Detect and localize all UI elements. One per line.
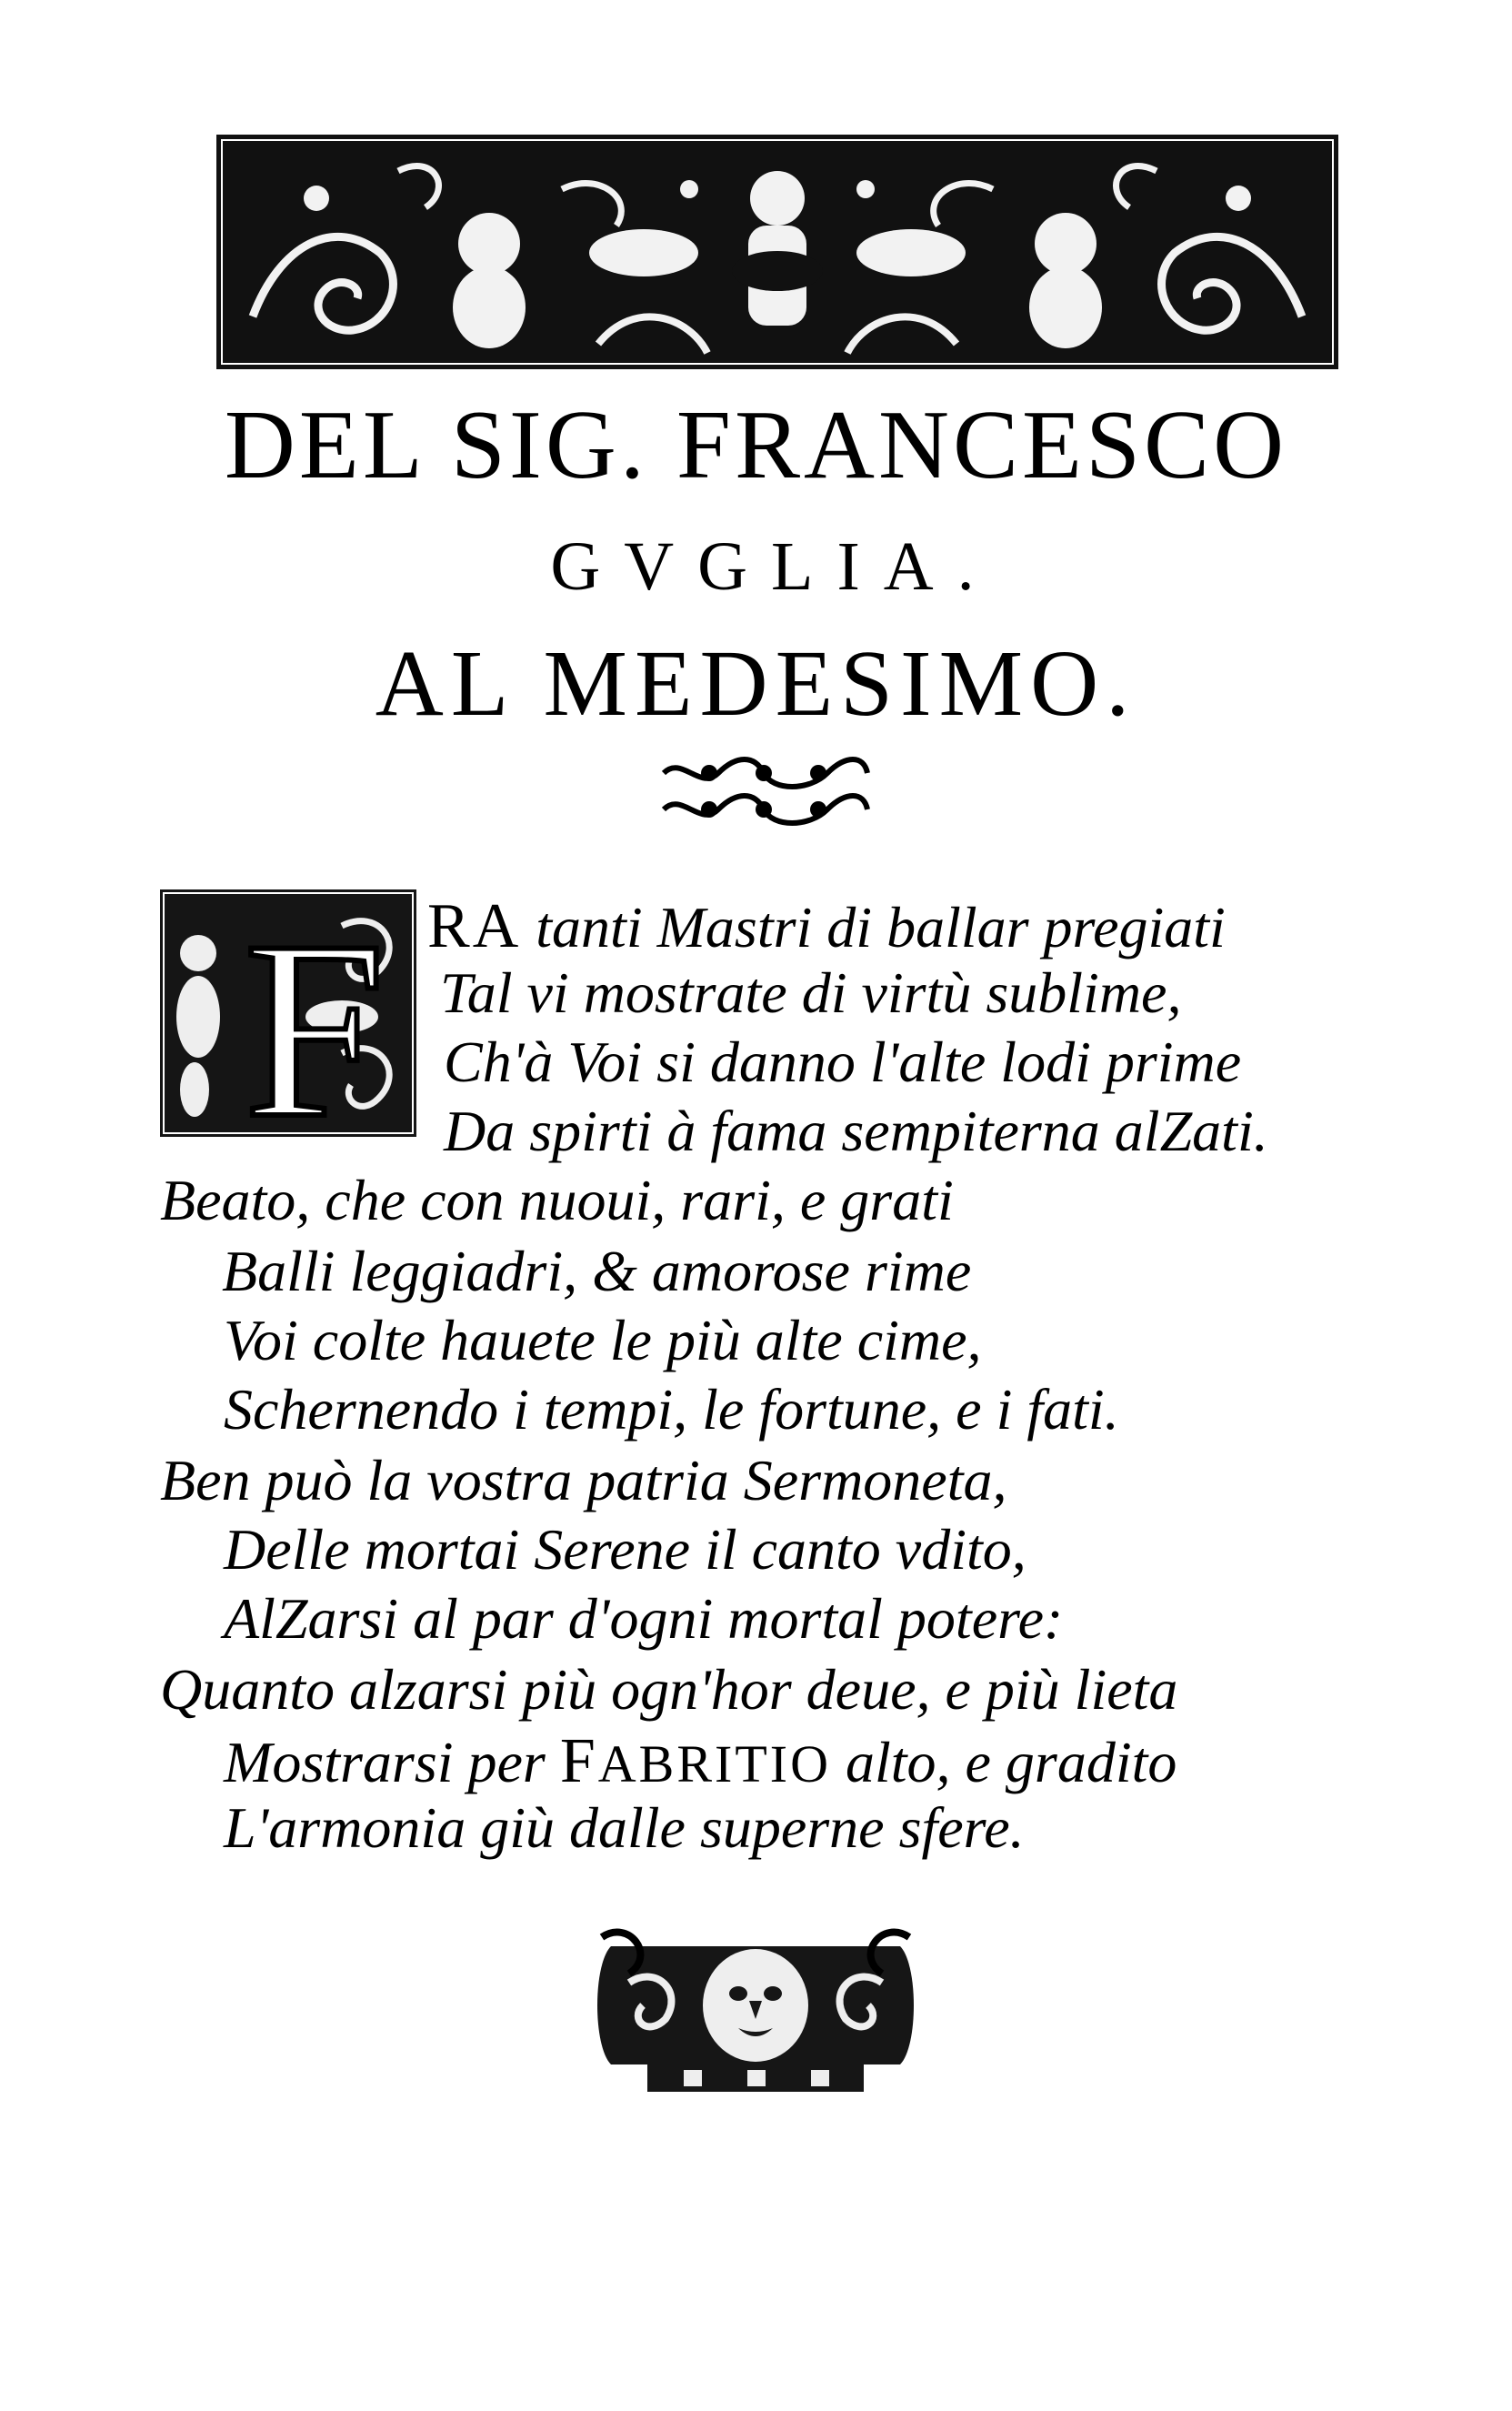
verse-line-8: Schernendo i tempi, le fortune, e i fati. (224, 1377, 1119, 1442)
initial-letter: F (244, 889, 386, 1137)
name-caps-rest: ABRITIO (597, 1734, 831, 1793)
verse-line-7: Voi colte hauete le più alte cime, (224, 1308, 982, 1372)
verse-line-1-text: tanti Mastri di ballar pregiati (536, 895, 1226, 959)
historiated-initial-icon (160, 889, 416, 1137)
lion-mask-tailpiece-icon (593, 1910, 918, 2101)
verse-line-3: Ch'à Voi si danno l'alte lodi prime (444, 1030, 1242, 1094)
verse-line-5: Beato, che con nuoui, rari, e grati (160, 1168, 954, 1232)
verse-line-11: AlZarsi al par d'ogni mortal potere: (224, 1586, 1064, 1651)
title-line-3: AL MEDESIMO. (375, 631, 1137, 736)
woodcut-headpiece-icon (216, 135, 1338, 369)
verse-line-14: L'armonia giù dalle superne sfere. (224, 1795, 1025, 1860)
verse-line-1 (427, 891, 1226, 961)
first-line-caps: RA (427, 891, 522, 961)
verse-line-13-start: Mostrarsi per (224, 1730, 546, 1794)
verse-line-2: Tal vi mostrate di virtù sublime, (440, 960, 1182, 1025)
name-caps-first: F (559, 1726, 598, 1796)
verse-line-12: Quanto alzarsi più ogn'hor deue, e più lieta (160, 1657, 1178, 1722)
fleuron-icon (655, 751, 873, 829)
verse-line-13-end: alto, e gradito (845, 1730, 1177, 1794)
verse-line-10: Delle mortai Serene il canto vdito, (224, 1517, 1026, 1582)
title-line-2: GVGLIA. (550, 528, 998, 605)
verse-line-13 (224, 1726, 1177, 1796)
verse-line-9: Ben può la vostra patria Sermoneta, (160, 1448, 1007, 1512)
verse-line-6: Balli leggiadri, & amorose rime (222, 1239, 972, 1303)
verse-line-4: Da spirti à fama sempiterna alZati. (444, 1099, 1268, 1163)
title-line-1: DEL SIG. FRANCESCO (224, 391, 1288, 499)
